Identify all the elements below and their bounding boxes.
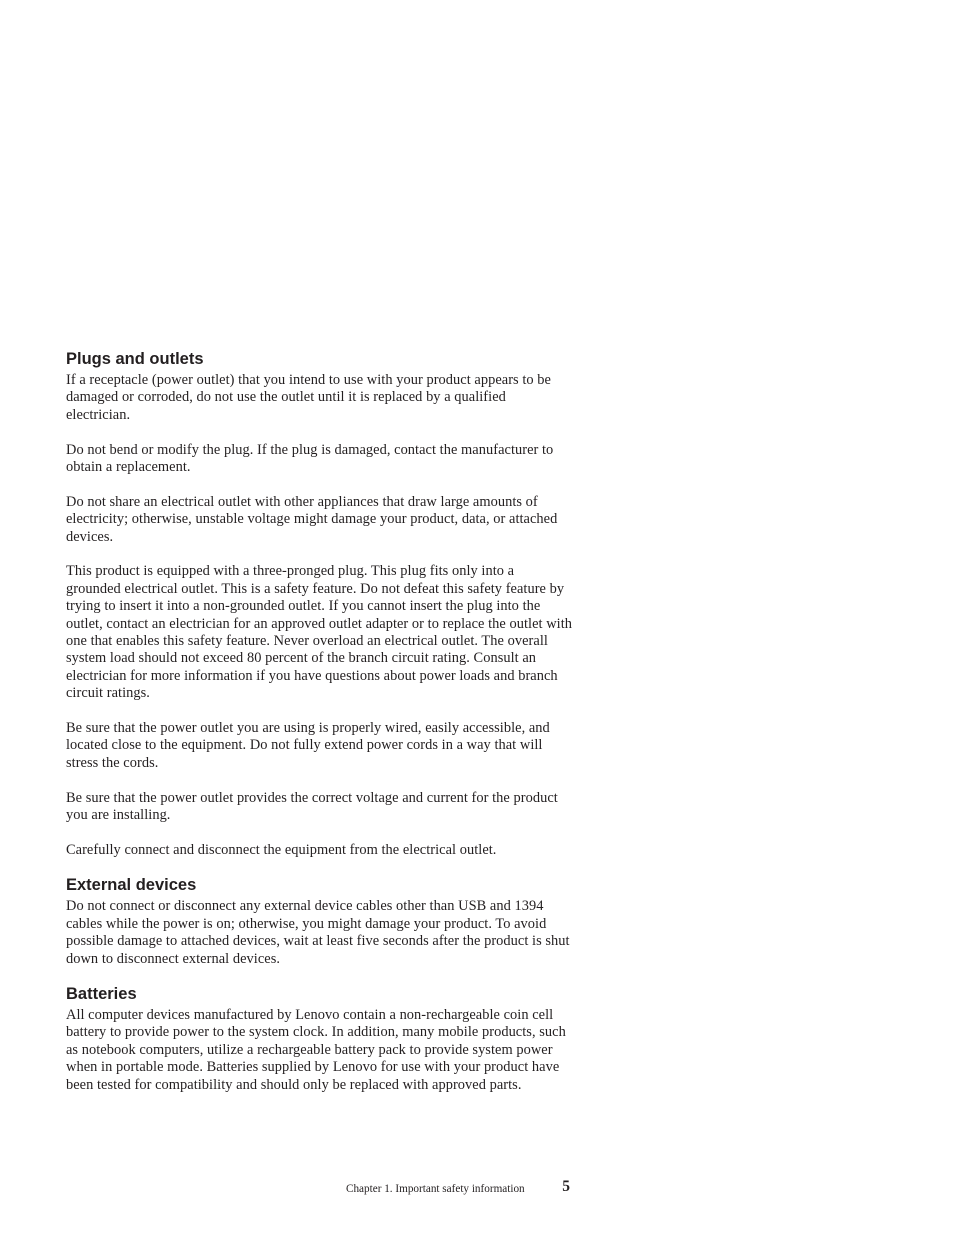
paragraph: Be sure that the power outlet provides the correct voltage and current for the product you are installing. <box>66 789 558 824</box>
paragraph: Do not connect or disconnect any external device cables other than USB and 1394 cables while the power is on; otherwise, you might damage your product. To avoid possible damage to attached devices, wait at least five seconds after the product is shut down to disconnect external devices. <box>66 898 570 967</box>
page-number: 5 <box>562 1178 570 1195</box>
section-plugs-and-outlets <box>66 349 572 859</box>
footer-chapter-title: Chapter 1. Important safety information <box>346 1183 525 1195</box>
page-footer <box>346 1178 572 1198</box>
section-batteries <box>66 984 572 1094</box>
paragraph: Carefully connect and disconnect the equipment from the electrical outlet. <box>66 841 497 858</box>
paragraph: Do not bend or modify the plug. If the plug is damaged, contact the manufacturer to obtain a replacement. <box>66 441 554 476</box>
page-body <box>66 349 572 1111</box>
section-external-devices <box>66 875 572 968</box>
paragraph: All computer devices manufactured by Lenovo contain a non-rechargeable coin cell battery to provide power to the system clock. In addition, many mobile products, such as notebook computers, utilize a rechargeable battery pack to provide system power when in portable mode. Batteries supplied by Lenovo for use with your product have been tested for compatibility and should only be replaced with approved parts. <box>66 1006 566 1093</box>
paragraph: If a receptacle (power outlet) that you intend to use with your product appears to be damaged or corroded, do not use the outlet until it is replaced by a qualified electrician. <box>66 372 551 423</box>
paragraph: Do not share an electrical outlet with other appliances that draw large amounts of electricity; otherwise, unstable voltage might damage your product, data, or attached devices. <box>66 493 558 545</box>
section-heading: Batteries <box>66 984 137 1003</box>
section-heading: Plugs and outlets <box>66 350 204 368</box>
section-heading: External devices <box>66 876 197 895</box>
paragraph: Be sure that the power outlet you are using is properly wired, easily accessible, and located close to the equipment. Do not fully extend power cords in a way that will stress the cords. <box>66 720 550 771</box>
paragraph: This product is equipped with a three-pronged plug. This plug fits only into a grounded electrical outlet. This is a safety feature. Do not defeat this safety feature by trying to insert it into a non-grounded outlet. If you cannot insert the plug into the outlet, contact an electrician for an approved outlet adapter or to replace the outlet with one that enables this safety feature. Never overload an electrical outlet. The overall system load should not exceed 80 percent of the branch circuit rating. Consult an electrician for more information if you have questions about power loads and branch circuit ratings. <box>66 563 573 702</box>
